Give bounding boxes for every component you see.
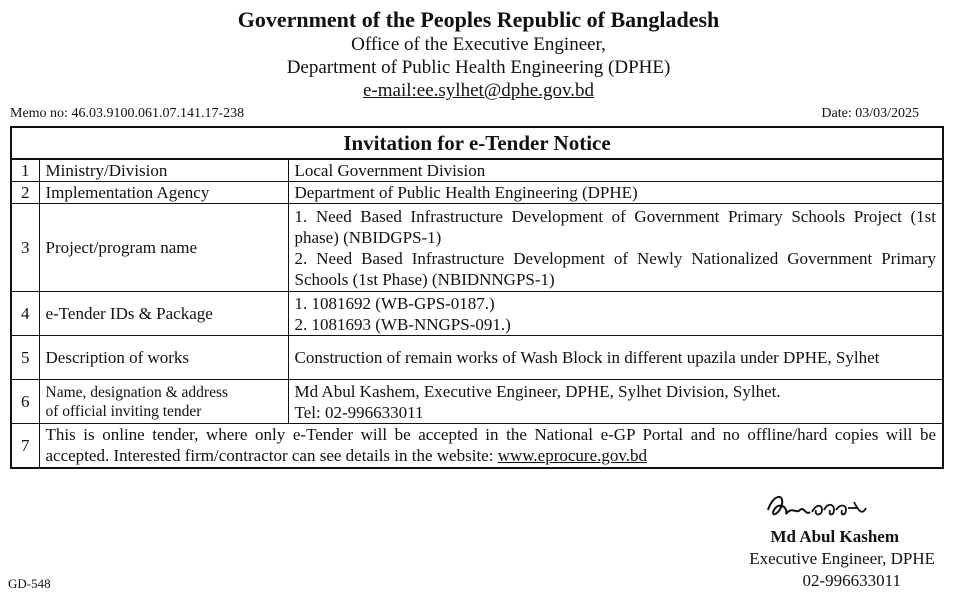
government-name: Government of the Peoples Republic of Bangladesh xyxy=(237,7,720,32)
row-label: e-Tender IDs & Package xyxy=(39,292,288,336)
project-name-2: 2. Need Based Infrastructure Development of Newly Nationalized Government Primary Schools (1st Phase) (NBIDNNGPS-1) xyxy=(294,248,936,289)
notice-title: Invitation for e-Tender Notice xyxy=(10,126,944,158)
project-name-1: 1. Need Based Infrastructure Development of Government Primary Schools Project (1st phase) (NBIDGPS-1) xyxy=(294,206,936,247)
table-row xyxy=(11,336,943,380)
row-value xyxy=(288,292,943,336)
signature-block xyxy=(717,488,937,528)
signatory-name: Md Abul Kashem xyxy=(770,527,899,546)
table-row xyxy=(11,380,943,424)
table-row xyxy=(11,182,943,204)
row-label: Description of works xyxy=(39,336,288,380)
table-row xyxy=(11,204,943,292)
office-name: Office of the Executive Engineer, xyxy=(351,34,606,55)
signatory-tel: 02-996633011 xyxy=(802,571,901,590)
row-value: Construction of remain works of Wash Block in different upazila under DPHE, Sylhet xyxy=(288,336,943,380)
row-number: 2 xyxy=(11,182,39,204)
tender-id-1: 1. 1081692 (WB-GPS-0187.) xyxy=(294,293,495,313)
office-email[interactable]: e-mail:ee.sylhet@dphe.gov.bd xyxy=(362,80,594,101)
row-number: 3 xyxy=(11,204,39,292)
signatory-designation: Executive Engineer, DPHE xyxy=(749,549,935,568)
official-tel: Tel: 02-996633011 xyxy=(294,402,424,422)
row-label: Implementation Agency xyxy=(39,182,288,204)
online-tender-text: This is online tender, where only e-Tender will be accepted in the National e-GP Portal and no offline/hard copies will be accepted. Interested firm/contractor can see details in the website: xyxy=(45,425,936,466)
notice-date: Date: 03/03/2025 xyxy=(821,106,919,121)
eprocure-link[interactable]: www.eprocure.gov.bd xyxy=(497,446,648,466)
tender-id-2: 2. 1081693 (WB-NNGPS-091.) xyxy=(294,314,511,334)
table-row xyxy=(11,424,943,468)
official-label-line-1: Name, designation & address xyxy=(45,383,229,401)
row-label xyxy=(39,380,288,424)
tender-notice-table xyxy=(10,126,944,469)
row-number: 7 xyxy=(11,424,39,468)
row-label: Project/program name xyxy=(39,204,288,292)
row-value: Department of Public Health Engineering (DPHE) xyxy=(288,182,943,204)
row-value xyxy=(288,380,943,424)
official-name: Md Abul Kashem, Executive Engineer, DPHE, Sylhet Division, Sylhet. xyxy=(294,381,781,401)
row-number: 1 xyxy=(11,159,39,182)
row-value: Local Government Division xyxy=(288,159,943,182)
row-value xyxy=(288,204,943,292)
row-number: 6 xyxy=(11,380,39,424)
signature-icon xyxy=(762,488,892,528)
memo-number: Memo no: 46.03.9100.061.07.141.17-238 xyxy=(10,106,245,121)
gd-number: GD-548 xyxy=(8,576,51,591)
table-row xyxy=(11,159,943,182)
row-value xyxy=(39,424,943,468)
table-row xyxy=(11,292,943,336)
letterhead xyxy=(0,6,957,102)
row-number: 4 xyxy=(11,292,39,336)
row-label: Ministry/Division xyxy=(39,159,288,182)
department-name: Department of Public Health Engineering (DPHE) xyxy=(286,57,671,78)
official-label-line-2: of official inviting tender xyxy=(45,402,202,420)
row-number: 5 xyxy=(11,336,39,380)
notice-details xyxy=(10,158,944,469)
